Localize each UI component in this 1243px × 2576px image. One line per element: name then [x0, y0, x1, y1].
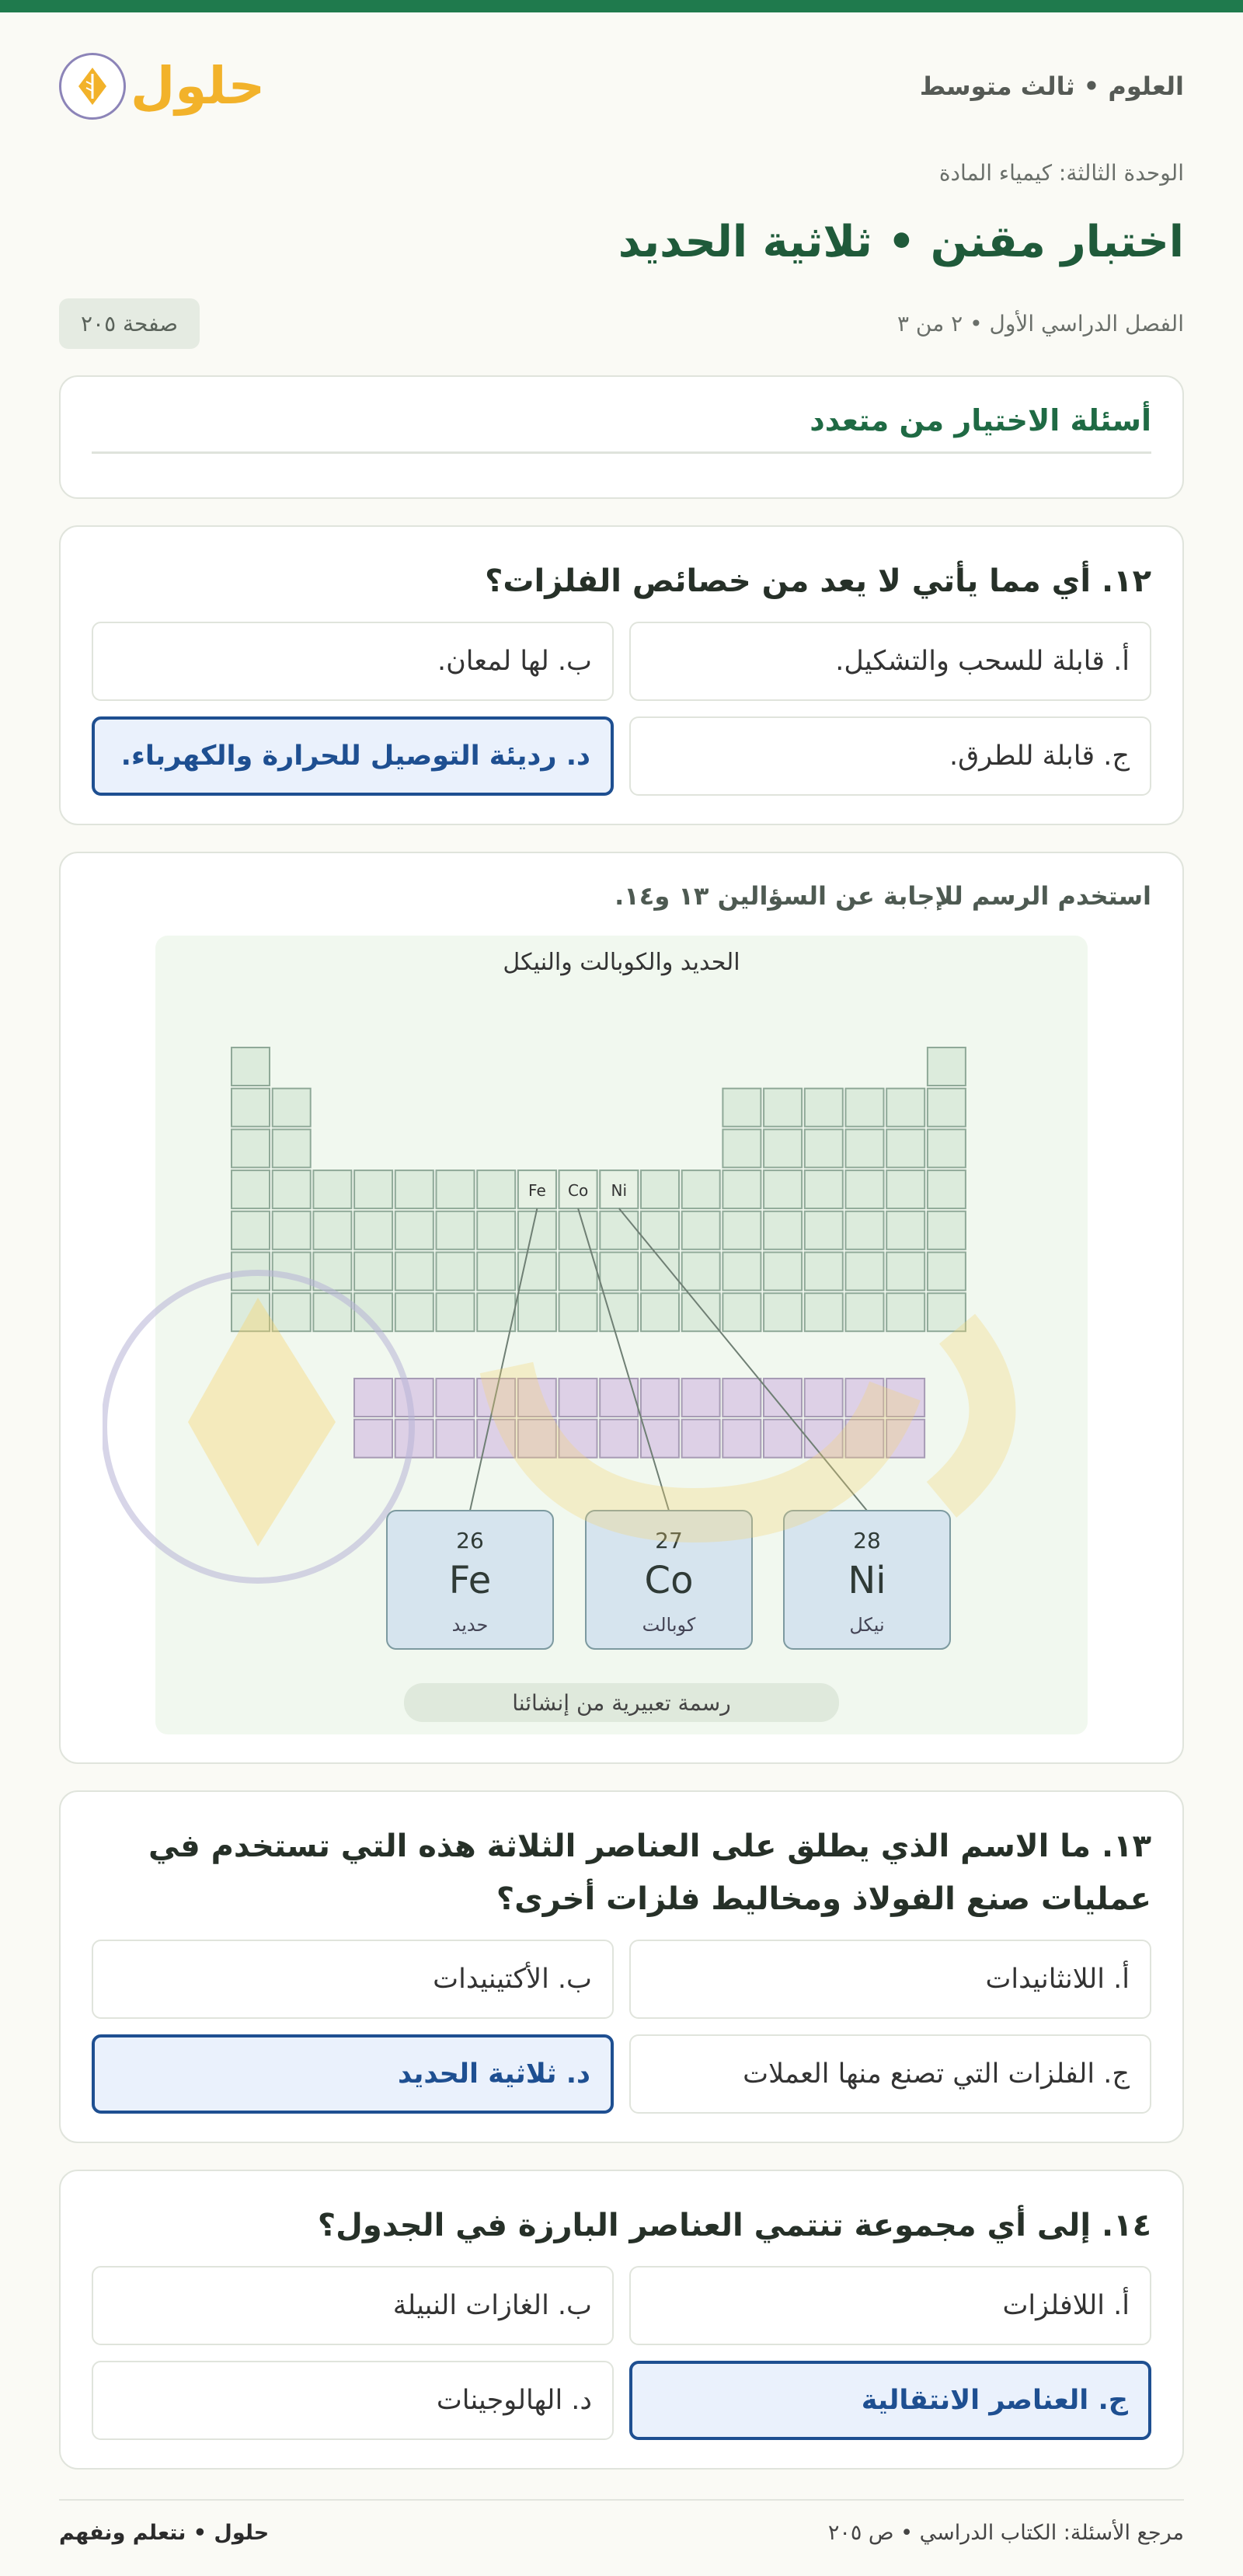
periodic-table-figure [155, 936, 1088, 1734]
periodic-cell [232, 1170, 270, 1208]
question-text: ١٤. إلى أي مجموعة تنتمي العناصر البارزة في الجدول؟ [317, 2208, 1151, 2243]
options-grid [92, 1940, 1151, 2114]
element-card-co [586, 1511, 752, 1649]
periodic-cell [682, 1211, 720, 1250]
f-block-cell [395, 1420, 433, 1458]
periodic-cell [232, 1089, 270, 1127]
option-a[interactable]: أ. اللافلزات [629, 2266, 1151, 2345]
page-badge: صفحة ٢٠٥ [59, 298, 200, 349]
option-b[interactable]: ب. لها لمعان. [92, 622, 614, 701]
option-a[interactable]: أ. اللانثانيدات [629, 1940, 1151, 2019]
periodic-cell [722, 1253, 761, 1291]
periodic-cell [437, 1293, 475, 1331]
periodic-cell [232, 1047, 270, 1086]
periodic-cell [273, 1129, 311, 1167]
subject-label: العلوم • ثالث متوسط [919, 71, 1184, 101]
f-block-cell [886, 1420, 924, 1458]
periodic-cell [477, 1293, 515, 1331]
f-block-cell [559, 1420, 597, 1458]
periodic-cell [805, 1211, 843, 1250]
periodic-cell [805, 1129, 843, 1167]
periodic-cell [928, 1129, 966, 1167]
f-block-cell [395, 1379, 433, 1417]
periodic-cell [273, 1170, 311, 1208]
options-grid [92, 622, 1151, 796]
f-block-cell [436, 1420, 474, 1458]
periodic-cell [641, 1293, 679, 1331]
periodic-cell [395, 1170, 433, 1208]
periodic-cell [722, 1170, 761, 1208]
periodic-cell [232, 1293, 270, 1331]
option-d[interactable]: د. ثلاثية الحديد [92, 2034, 614, 2114]
f-block-cell [354, 1420, 392, 1458]
periodic-cell [805, 1293, 843, 1331]
periodic-cell [682, 1170, 720, 1208]
f-block-cell [845, 1379, 883, 1417]
periodic-cell [559, 1293, 597, 1331]
f-block-cell [600, 1379, 638, 1417]
highlight-symbol-co: Co [567, 1181, 589, 1201]
periodic-table-svg [155, 936, 1088, 1734]
element-card-ni [784, 1511, 950, 1649]
element-card-fe [387, 1511, 553, 1649]
periodic-cell [232, 1253, 270, 1291]
figure-caption: الحديد والكوبالت والنيكل [503, 949, 740, 976]
periodic-cell [764, 1129, 802, 1167]
book-icon [59, 53, 126, 120]
highlight-symbol-ni: Ni [611, 1181, 628, 1201]
periodic-cell [886, 1293, 924, 1331]
option-c[interactable]: ج. العناصر الانتقالية [629, 2361, 1151, 2440]
f-block-cell [722, 1379, 761, 1417]
periodic-cell [928, 1170, 966, 1208]
question-card-14 [59, 2170, 1184, 2470]
periodic-cell [722, 1211, 761, 1250]
periodic-cell [477, 1253, 515, 1291]
periodic-cell [928, 1047, 966, 1086]
f-block-cell [682, 1379, 720, 1417]
periodic-cell [722, 1293, 761, 1331]
periodic-cell [928, 1211, 966, 1250]
f-block-cell [805, 1420, 843, 1458]
periodic-cell [846, 1253, 884, 1291]
periodic-cell [232, 1211, 270, 1250]
section-title: أسئلة الاختيار من متعدد [92, 403, 1151, 454]
periodic-cell [764, 1211, 802, 1250]
f-block-cell [600, 1420, 638, 1458]
periodic-cell [437, 1253, 475, 1291]
periodic-cell [722, 1129, 761, 1167]
periodic-cell [354, 1211, 392, 1250]
periodic-cell [600, 1211, 638, 1250]
periodic-cell [764, 1170, 802, 1208]
periodic-cell [805, 1170, 843, 1208]
question-card-12 [59, 525, 1184, 825]
periodic-cell [477, 1170, 515, 1208]
periodic-cell [928, 1089, 966, 1127]
periodic-cell [805, 1253, 843, 1291]
term-label: الفصل الدراسي الأول • ٢ من ٣ [897, 311, 1184, 336]
periodic-cell [886, 1129, 924, 1167]
highlight-symbol-fe: Fe [528, 1181, 546, 1201]
f-block-cell [722, 1420, 761, 1458]
element-name: نيكل [849, 1614, 885, 1636]
periodic-cell [600, 1253, 638, 1291]
periodic-cell [886, 1170, 924, 1208]
f-block-cell [518, 1379, 556, 1417]
element-symbol: Ni [848, 1559, 886, 1602]
f-block-cell [682, 1420, 720, 1458]
meta-row [59, 298, 1184, 349]
element-number: 27 [655, 1528, 683, 1553]
periodic-cell [886, 1253, 924, 1291]
periodic-cell [559, 1253, 597, 1291]
option-a[interactable]: أ. قابلة للسحب والتشكيل. [629, 622, 1151, 701]
element-symbol: Co [644, 1559, 694, 1602]
unit-label: الوحدة الثالثة: كيمياء المادة [938, 160, 1184, 186]
site-footer [59, 2499, 1184, 2576]
periodic-cell [273, 1089, 311, 1127]
periodic-cell [641, 1211, 679, 1250]
f-block-cell [764, 1379, 802, 1417]
top-accent-bar [0, 0, 1243, 12]
footer-brand: حلول • نتعلم ونفهم [59, 2521, 270, 2545]
periodic-cell [477, 1211, 515, 1250]
footer-reference: مرجع الأسئلة: الكتاب الدراسي • ص ٢٠٥ [827, 2521, 1184, 2545]
section-header-card [59, 375, 1184, 499]
periodic-cell [437, 1170, 475, 1208]
option-d[interactable]: د. الهالوجينات [92, 2361, 614, 2440]
periodic-cell [313, 1293, 351, 1331]
element-number: 28 [853, 1528, 881, 1553]
figure-note [404, 1683, 839, 1722]
periodic-cell [395, 1253, 433, 1291]
periodic-cell [682, 1253, 720, 1291]
periodic-cell [641, 1170, 679, 1208]
options-grid [92, 2266, 1151, 2440]
f-block-cell [805, 1379, 843, 1417]
element-symbol: Fe [448, 1559, 492, 1602]
element-name: كوبالت [642, 1614, 696, 1636]
periodic-cell [764, 1293, 802, 1331]
periodic-cell [722, 1089, 761, 1127]
periodic-cell [518, 1211, 556, 1250]
periodic-cell [395, 1293, 433, 1331]
periodic-cell [559, 1211, 597, 1250]
option-b[interactable]: ب. الغازات النبيلة [92, 2266, 614, 2345]
periodic-cell [846, 1211, 884, 1250]
periodic-cell [846, 1129, 884, 1167]
periodic-cell [846, 1293, 884, 1331]
page-title: اختبار مقنن • ثلاثية الحديد [618, 217, 1184, 267]
figure-instruction: استخدم الرسم للإجابة عن السؤالين ١٣ و١٤. [615, 881, 1151, 911]
site-header [59, 12, 1184, 123]
option-c[interactable]: ج. الفلزات التي تصنع منها العملات [629, 2034, 1151, 2114]
f-block-cell [354, 1379, 392, 1417]
periodic-cell [437, 1211, 475, 1250]
periodic-cell [395, 1211, 433, 1250]
periodic-cell [928, 1253, 966, 1291]
periodic-cell [354, 1253, 392, 1291]
f-block-cell [477, 1379, 515, 1417]
site-logo[interactable] [59, 53, 265, 120]
f-block-cell [641, 1379, 679, 1417]
figure-note-text: رسمة تعبيرية من إنشائنا [512, 1690, 731, 1716]
question-text: ١٣. ما الاسم الذي يطلق على العناصر الثلاثة هذه التي تستخدم في عمليات صنع الفولاذ ومخاليط فلزات أخرى؟ [148, 1828, 1151, 1917]
periodic-cell [354, 1293, 392, 1331]
option-c[interactable]: ج. قابلة للطرق. [629, 716, 1151, 796]
figure-card [59, 852, 1184, 1764]
periodic-cell [886, 1211, 924, 1250]
periodic-cell [313, 1253, 351, 1291]
periodic-cell [313, 1211, 351, 1250]
periodic-cell [846, 1089, 884, 1127]
question-card-13 [59, 1790, 1184, 2143]
periodic-cell [805, 1089, 843, 1127]
f-block-cell [518, 1420, 556, 1458]
option-d[interactable]: د. رديئة التوصيل للحرارة والكهرباء. [92, 716, 614, 796]
f-block-cell [436, 1379, 474, 1417]
periodic-cell [518, 1293, 556, 1331]
periodic-cell [846, 1170, 884, 1208]
element-name: حديد [451, 1614, 489, 1636]
periodic-cell [313, 1170, 351, 1208]
element-number: 26 [456, 1528, 484, 1553]
f-block-cell [845, 1420, 883, 1458]
periodic-cell [273, 1253, 311, 1291]
logo-wordmark: حلول [131, 56, 266, 116]
f-block-cell [886, 1379, 924, 1417]
option-b[interactable]: ب. الأكتينيدات [92, 1940, 614, 2019]
periodic-cell [232, 1129, 270, 1167]
periodic-cell [928, 1293, 966, 1331]
f-block-cell [559, 1379, 597, 1417]
periodic-cell [273, 1293, 311, 1331]
periodic-cell [273, 1211, 311, 1250]
periodic-cell [764, 1253, 802, 1291]
periodic-cell [354, 1170, 392, 1208]
question-text: ١٢. أي مما يأتي لا يعد من خصائص الفلزات؟ [485, 563, 1151, 599]
periodic-cell [886, 1089, 924, 1127]
periodic-cell [764, 1089, 802, 1127]
